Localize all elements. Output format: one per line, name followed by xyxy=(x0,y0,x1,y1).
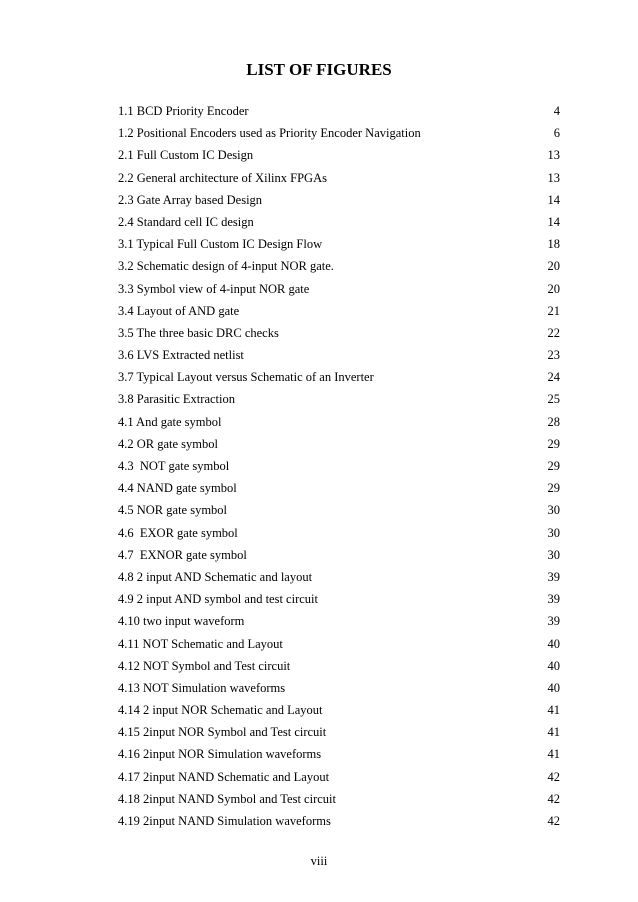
figure-entry-label: 4.5 NOR gate symbol xyxy=(118,503,228,518)
figure-entry xyxy=(118,300,560,322)
figure-entry-page: 14 xyxy=(547,192,560,207)
figure-entry xyxy=(118,499,560,521)
figure-entry-label: 4.8 2 input AND Schematic and layout xyxy=(118,569,313,584)
figure-entry-label: 4.16 2input NOR Simulation waveforms xyxy=(118,747,322,762)
figure-entry-label: 3.4 Layout of AND gate xyxy=(118,303,240,318)
figure-entry xyxy=(118,477,560,499)
figure-entry-page: 30 xyxy=(547,547,560,562)
figure-entry xyxy=(118,167,560,189)
figure-entry xyxy=(118,388,560,410)
figure-entry xyxy=(118,566,560,588)
figure-entry-page: 41 xyxy=(547,703,560,718)
figure-entry xyxy=(118,433,560,455)
figure-entry-page: 23 xyxy=(547,348,560,363)
figure-entry-page: 13 xyxy=(547,148,560,163)
figure-entry-label: 3.8 Parasitic Extraction xyxy=(118,392,235,407)
figure-entry-page: 24 xyxy=(547,370,560,385)
figure-entry-label: 4.19 2input NAND Simulation waveforms xyxy=(118,814,331,828)
figure-entry-page: 29 xyxy=(547,459,560,473)
figure-entry xyxy=(118,211,560,233)
figure-entry xyxy=(118,344,560,366)
figure-entry xyxy=(118,699,560,721)
figure-entry-page: 6 xyxy=(553,126,560,141)
figure-entry xyxy=(118,411,560,433)
figure-entry xyxy=(118,278,560,300)
figure-entry-label: 4.10 two input waveform xyxy=(118,614,245,629)
page-number: viii xyxy=(310,854,328,868)
figure-entry-label: 3.6 LVS Extracted netlist xyxy=(118,348,244,363)
figure-entry-label: 4.6 EXOR gate symbol xyxy=(118,525,238,540)
figure-entry-page: 40 xyxy=(547,680,560,695)
figure-entry-page: 40 xyxy=(547,658,560,673)
figure-entry xyxy=(118,455,560,477)
figure-entry-label: 3.1 Typical Full Custom IC Design Flow xyxy=(118,237,323,252)
figure-entry xyxy=(118,544,560,566)
figure-entry-page: 39 xyxy=(547,569,560,584)
figure-entry-page: 39 xyxy=(547,592,560,607)
figure-entry xyxy=(118,366,560,388)
figure-entry-label: 4.1 And gate symbol xyxy=(118,414,222,429)
figure-entry xyxy=(118,233,560,255)
figure-entry xyxy=(118,522,560,544)
figure-entry-label: 2.1 Full Custom IC Design xyxy=(118,148,254,163)
figure-entry-page: 42 xyxy=(547,791,560,806)
figure-entry-label: 4.2 OR gate symbol xyxy=(118,436,218,451)
figure-entry-page: 39 xyxy=(547,614,560,629)
figure-entry-page: 41 xyxy=(547,725,560,740)
figure-entry-label: 3.3 Symbol view of 4-input NOR gate xyxy=(118,281,310,296)
figure-entry-page: 30 xyxy=(547,503,560,518)
figure-entry-page: 18 xyxy=(547,237,560,252)
figure-entry-page: 14 xyxy=(547,214,560,229)
figure-entry-page: 40 xyxy=(547,636,560,651)
figure-entry-label: 4.18 2input NAND Symbol and Test circuit xyxy=(118,791,336,806)
figure-entry xyxy=(118,743,560,765)
figure-entry xyxy=(118,766,560,788)
figure-entry xyxy=(118,721,560,743)
figure-entry-label: 1.2 Positional Encoders used as Priority Encoder Navigation xyxy=(118,126,421,141)
figure-entry-label: 2.3 Gate Array based Design xyxy=(118,192,263,207)
figure-entry-label: 4.11 NOT Schematic and Layout xyxy=(118,636,283,651)
figure-entry-label: 4.17 2input NAND Schematic and Layout xyxy=(118,769,330,784)
figure-entry-label: 4.15 2input NOR Symbol and Test circuit xyxy=(118,725,327,740)
figure-entry-page: 42 xyxy=(547,769,560,784)
figure-entry-page: 42 xyxy=(547,814,560,828)
figure-entry-label: 3.7 Typical Layout versus Schematic of an Inverter xyxy=(118,370,374,385)
figure-entry-page: 41 xyxy=(547,747,560,762)
figure-entry-page: 30 xyxy=(547,525,560,540)
figure-entry-page: 4 xyxy=(553,104,560,118)
figure-entry-page: 29 xyxy=(547,481,560,496)
figure-entry-page: 28 xyxy=(547,414,560,429)
figure-entry-label: 4.7 EXNOR gate symbol xyxy=(118,547,247,562)
figure-entry xyxy=(118,588,560,610)
figure-entry-label: 4.13 NOT Simulation waveforms xyxy=(118,680,286,695)
figure-entry-label: 4.4 NAND gate symbol xyxy=(118,481,237,496)
figure-entry xyxy=(118,810,560,832)
figure-entry-label: 3.5 The three basic DRC checks xyxy=(118,325,279,340)
figure-entry-label: 4.3 NOT gate symbol xyxy=(118,459,230,473)
figure-entry xyxy=(118,255,560,277)
figure-entry-label: 1.1 BCD Priority Encoder xyxy=(118,104,249,118)
figure-entry xyxy=(118,144,560,166)
figure-entry xyxy=(118,655,560,677)
figure-entry-label: 4.9 2 input AND symbol and test circuit xyxy=(118,592,318,607)
figure-entry-page: 29 xyxy=(547,436,560,451)
figure-entry-page: 20 xyxy=(547,281,560,296)
figure-entry-page: 20 xyxy=(547,259,560,274)
page-title: LIST OF FIGURES xyxy=(246,60,392,79)
figure-entry-page: 25 xyxy=(547,392,560,407)
figure-entry xyxy=(118,122,560,144)
figure-entry-label: 2.4 Standard cell IC design xyxy=(118,214,254,229)
figure-entry-page: 21 xyxy=(547,303,560,318)
figure-entry xyxy=(118,100,560,122)
figure-entry-label: 4.14 2 input NOR Schematic and Layout xyxy=(118,703,323,718)
figure-entry-label: 2.2 General architecture of Xilinx FPGAs xyxy=(118,170,327,185)
figure-entry-label: 3.2 Schematic design of 4-input NOR gate. xyxy=(118,259,334,274)
figure-entry-page: 13 xyxy=(547,170,560,185)
figure-entry xyxy=(118,633,560,655)
figure-entry xyxy=(118,677,560,699)
figure-entry-label: 4.12 NOT Symbol and Test circuit xyxy=(118,658,291,673)
figure-entry xyxy=(118,322,560,344)
figure-entry xyxy=(118,189,560,211)
figure-entry-page: 22 xyxy=(547,325,560,340)
figure-list xyxy=(118,100,560,832)
figure-entry xyxy=(118,610,560,632)
figure-entry xyxy=(118,788,560,810)
